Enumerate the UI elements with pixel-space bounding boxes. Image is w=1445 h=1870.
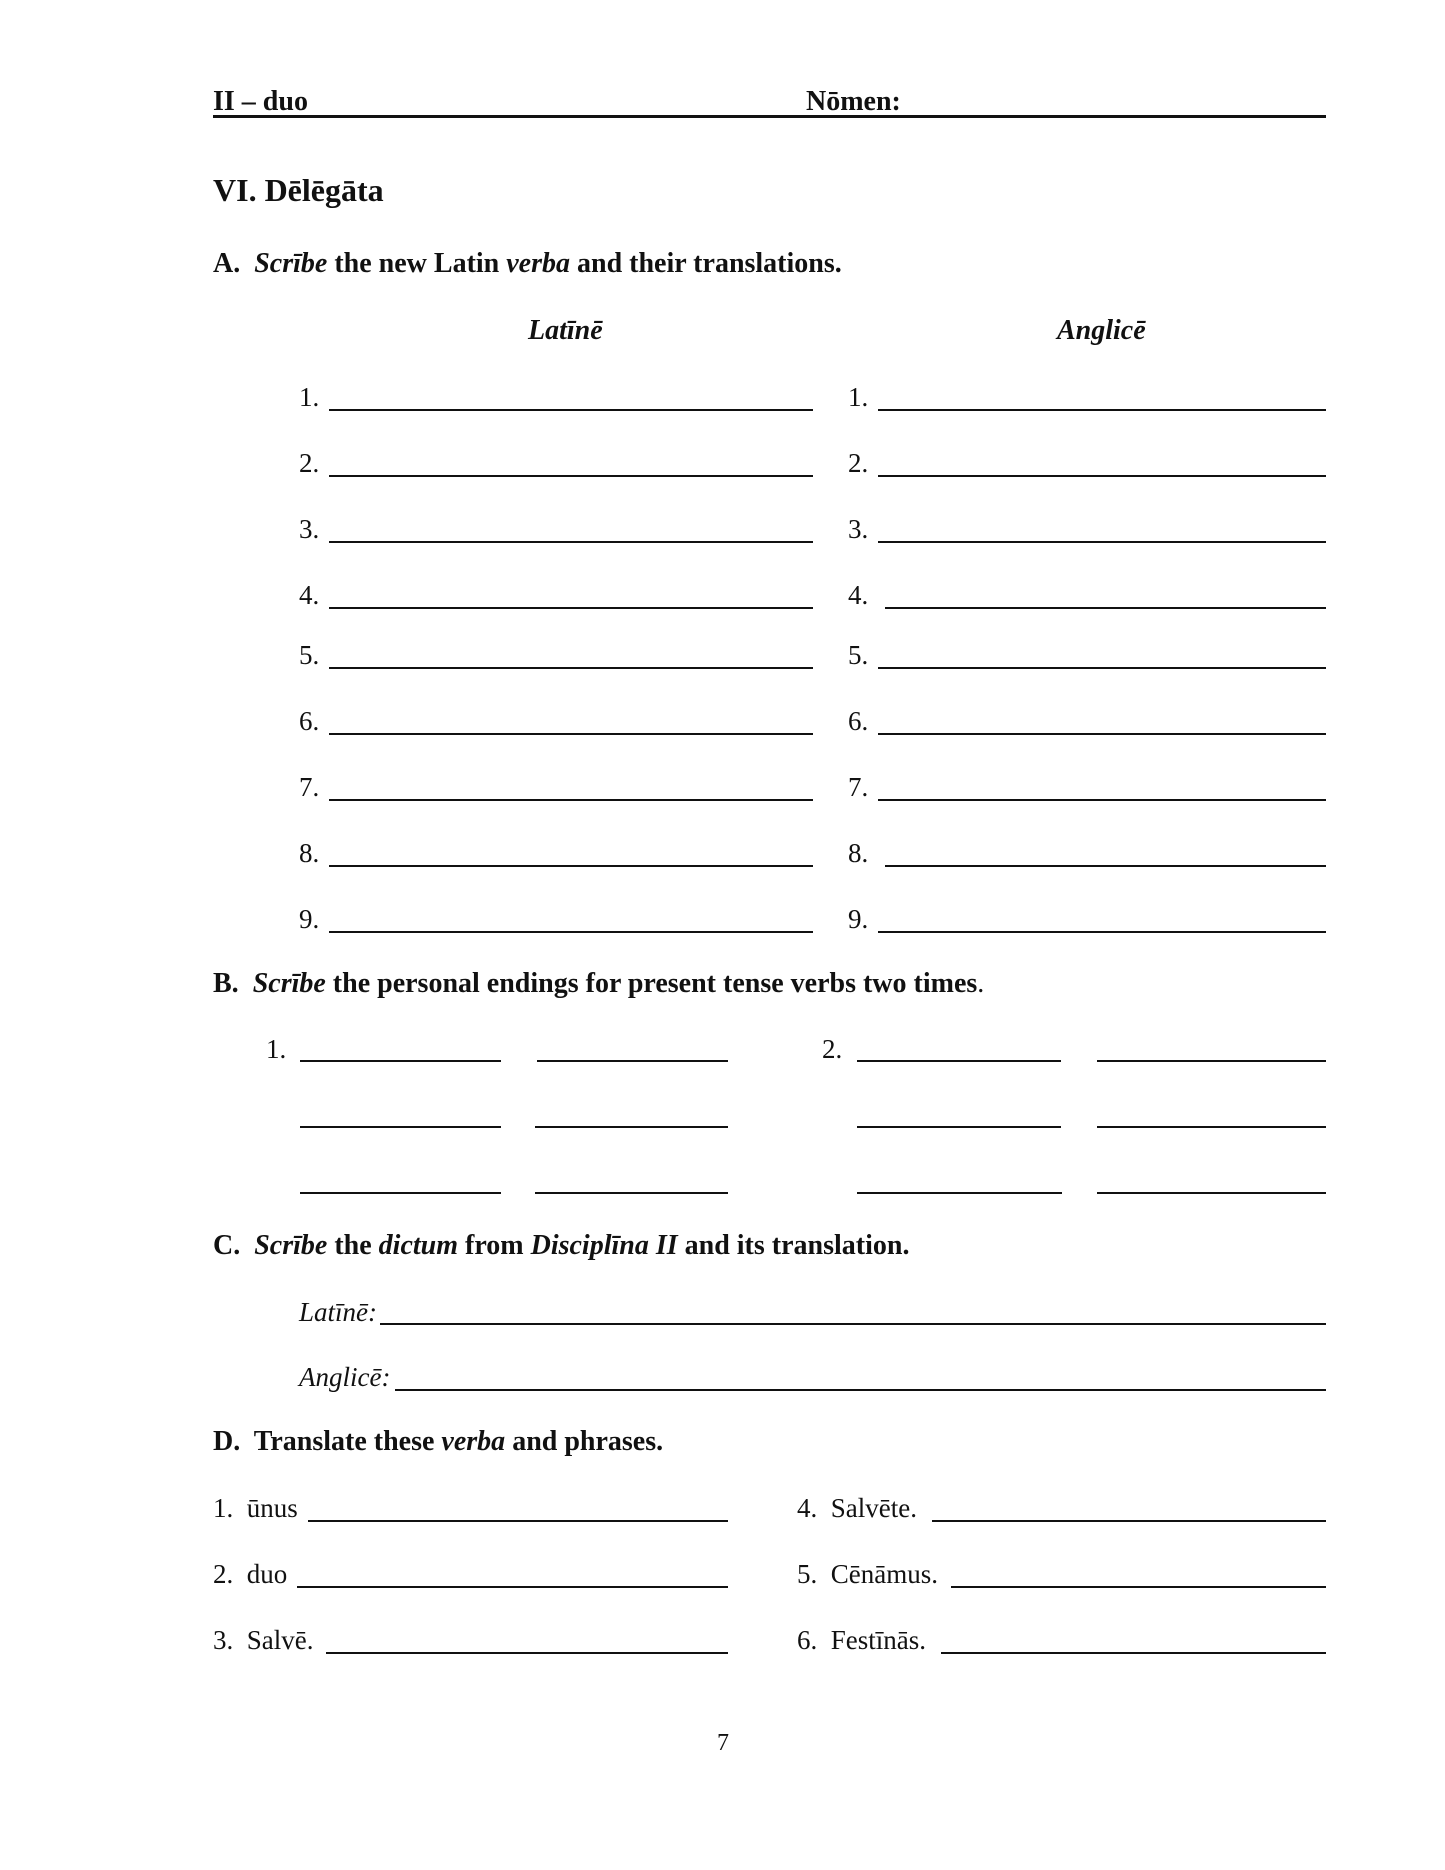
- section-d-part-1: verba: [441, 1426, 506, 1457]
- ending-blank[interactable]: [537, 1060, 728, 1062]
- latin-blank[interactable]: [329, 667, 813, 669]
- page-title: VI. Dēlēgāta: [213, 172, 384, 208]
- english-number: 6.: [848, 706, 869, 736]
- ending-blank[interactable]: [1097, 1192, 1326, 1194]
- section-d-part-2: and phrases.: [505, 1426, 664, 1457]
- translate-blank-1[interactable]: [308, 1520, 728, 1522]
- section-c-part-0: Scrībe: [254, 1230, 328, 1261]
- ending-blank[interactable]: [300, 1060, 501, 1062]
- section-d-letter: D.: [213, 1426, 241, 1457]
- translate-item-number: 3.: [213, 1625, 234, 1655]
- translate-item-3: [213, 1625, 314, 1656]
- latin-blank[interactable]: [329, 409, 813, 411]
- translate-item-4: [797, 1493, 917, 1524]
- latin-blank[interactable]: [329, 799, 813, 801]
- ending-blank[interactable]: [857, 1126, 1061, 1128]
- ending-blank[interactable]: [1097, 1126, 1326, 1128]
- header-name-label: Nōmen:: [806, 86, 901, 117]
- section-a-part-3: and their translations.: [570, 248, 842, 279]
- translate-blank-3[interactable]: [326, 1652, 728, 1654]
- translate-blank-6[interactable]: [941, 1652, 1326, 1654]
- latin-number: 7.: [299, 772, 320, 802]
- section-a-part-0: Scrībe: [254, 248, 328, 279]
- section-c-heading: [213, 1230, 909, 1262]
- section-b-heading: [213, 968, 984, 1000]
- english-blank[interactable]: [885, 607, 1326, 609]
- section-a-heading: [213, 248, 842, 280]
- translate-item-text: Cēnāmus.: [830, 1559, 938, 1589]
- ending-blank[interactable]: [535, 1192, 728, 1194]
- translate-item-text: duo: [246, 1559, 288, 1589]
- ending-blank[interactable]: [857, 1192, 1062, 1194]
- translate-blank-5[interactable]: [951, 1586, 1326, 1588]
- latin-number: 3.: [299, 514, 320, 544]
- english-number: 4.: [848, 580, 869, 610]
- section-b-part-0: Scrībe: [252, 968, 326, 999]
- section-c-part-4: Disciplīna II: [530, 1230, 678, 1261]
- section-d-part-0: Translate these: [253, 1426, 442, 1457]
- english-number: 7.: [848, 772, 869, 802]
- english-blank[interactable]: [885, 865, 1326, 867]
- english-number: 2.: [848, 448, 869, 478]
- latin-blank[interactable]: [329, 865, 813, 867]
- header-rule: [213, 115, 1326, 118]
- english-blank[interactable]: [878, 799, 1326, 801]
- translate-item-text: Salvēte.: [830, 1493, 917, 1523]
- section-c-part-2: dictum: [378, 1230, 459, 1261]
- translate-item-6: [797, 1625, 926, 1656]
- english-blank[interactable]: [878, 409, 1326, 411]
- translate-item-number: 4.: [797, 1493, 818, 1523]
- latin-blank[interactable]: [329, 541, 813, 543]
- page-number: 7: [717, 1730, 729, 1756]
- english-blank[interactable]: [878, 667, 1326, 669]
- english-number: 9.: [848, 904, 869, 934]
- latin-blank[interactable]: [329, 607, 813, 609]
- latin-number: 4.: [299, 580, 320, 610]
- translate-item-text: Festīnās.: [830, 1625, 927, 1655]
- dictum-english-label: Anglicē:: [299, 1362, 391, 1392]
- section-d-heading: [213, 1426, 663, 1458]
- col-heading-latin: Latīnē: [528, 315, 603, 346]
- ending-blank[interactable]: [535, 1126, 728, 1128]
- section-b-letter: B.: [213, 968, 239, 999]
- latin-blank[interactable]: [329, 733, 813, 735]
- latin-blank[interactable]: [329, 475, 813, 477]
- translate-item-number: 2.: [213, 1559, 234, 1589]
- col-heading-english: Anglicē: [1057, 315, 1146, 346]
- translate-item-2: [213, 1559, 287, 1590]
- english-number: 8.: [848, 838, 869, 868]
- translate-item-number: 1.: [213, 1493, 234, 1523]
- english-blank[interactable]: [878, 541, 1326, 543]
- section-b-set-1-label: 1.: [266, 1034, 287, 1064]
- section-c-part-3: from: [458, 1230, 531, 1261]
- english-blank[interactable]: [878, 931, 1326, 933]
- section-b-part-2: .: [977, 968, 985, 999]
- translate-item-number: 5.: [797, 1559, 818, 1589]
- section-a-part-2: verba: [506, 248, 571, 279]
- section-b-set-2-label: 2.: [822, 1034, 843, 1064]
- section-a-letter: A.: [213, 248, 241, 279]
- header-chapter: II – duo: [213, 86, 308, 117]
- english-blank[interactable]: [878, 733, 1326, 735]
- translate-blank-4[interactable]: [932, 1520, 1326, 1522]
- ending-blank[interactable]: [1097, 1060, 1326, 1062]
- english-number: 5.: [848, 640, 869, 670]
- section-c-letter: C.: [213, 1230, 241, 1261]
- dictum-english-blank[interactable]: [395, 1389, 1326, 1391]
- english-number: 1.: [848, 382, 869, 412]
- latin-number: 6.: [299, 706, 320, 736]
- latin-number: 2.: [299, 448, 320, 478]
- english-blank[interactable]: [878, 475, 1326, 477]
- translate-item-number: 6.: [797, 1625, 818, 1655]
- translate-blank-2[interactable]: [297, 1586, 728, 1588]
- latin-blank[interactable]: [329, 931, 813, 933]
- ending-blank[interactable]: [300, 1126, 501, 1128]
- latin-number: 9.: [299, 904, 320, 934]
- translate-item-text: ūnus: [246, 1493, 298, 1523]
- translate-item-5: [797, 1559, 938, 1590]
- latin-number: 1.: [299, 382, 320, 412]
- section-a-part-1: the new Latin: [327, 248, 507, 279]
- dictum-latin-label: Latīnē:: [299, 1297, 377, 1327]
- translate-item-text: Salvē.: [246, 1625, 314, 1655]
- section-b-part-1: the personal endings for present tense verbs two times: [325, 968, 978, 999]
- ending-blank[interactable]: [857, 1060, 1061, 1062]
- dictum-latin-blank[interactable]: [380, 1323, 1326, 1325]
- translate-item-1: [213, 1493, 298, 1524]
- ending-blank[interactable]: [300, 1192, 501, 1194]
- latin-number: 8.: [299, 838, 320, 868]
- section-c-part-1: the: [327, 1230, 379, 1261]
- latin-number: 5.: [299, 640, 320, 670]
- english-number: 3.: [848, 514, 869, 544]
- section-c-part-5: and its translation.: [677, 1230, 910, 1261]
